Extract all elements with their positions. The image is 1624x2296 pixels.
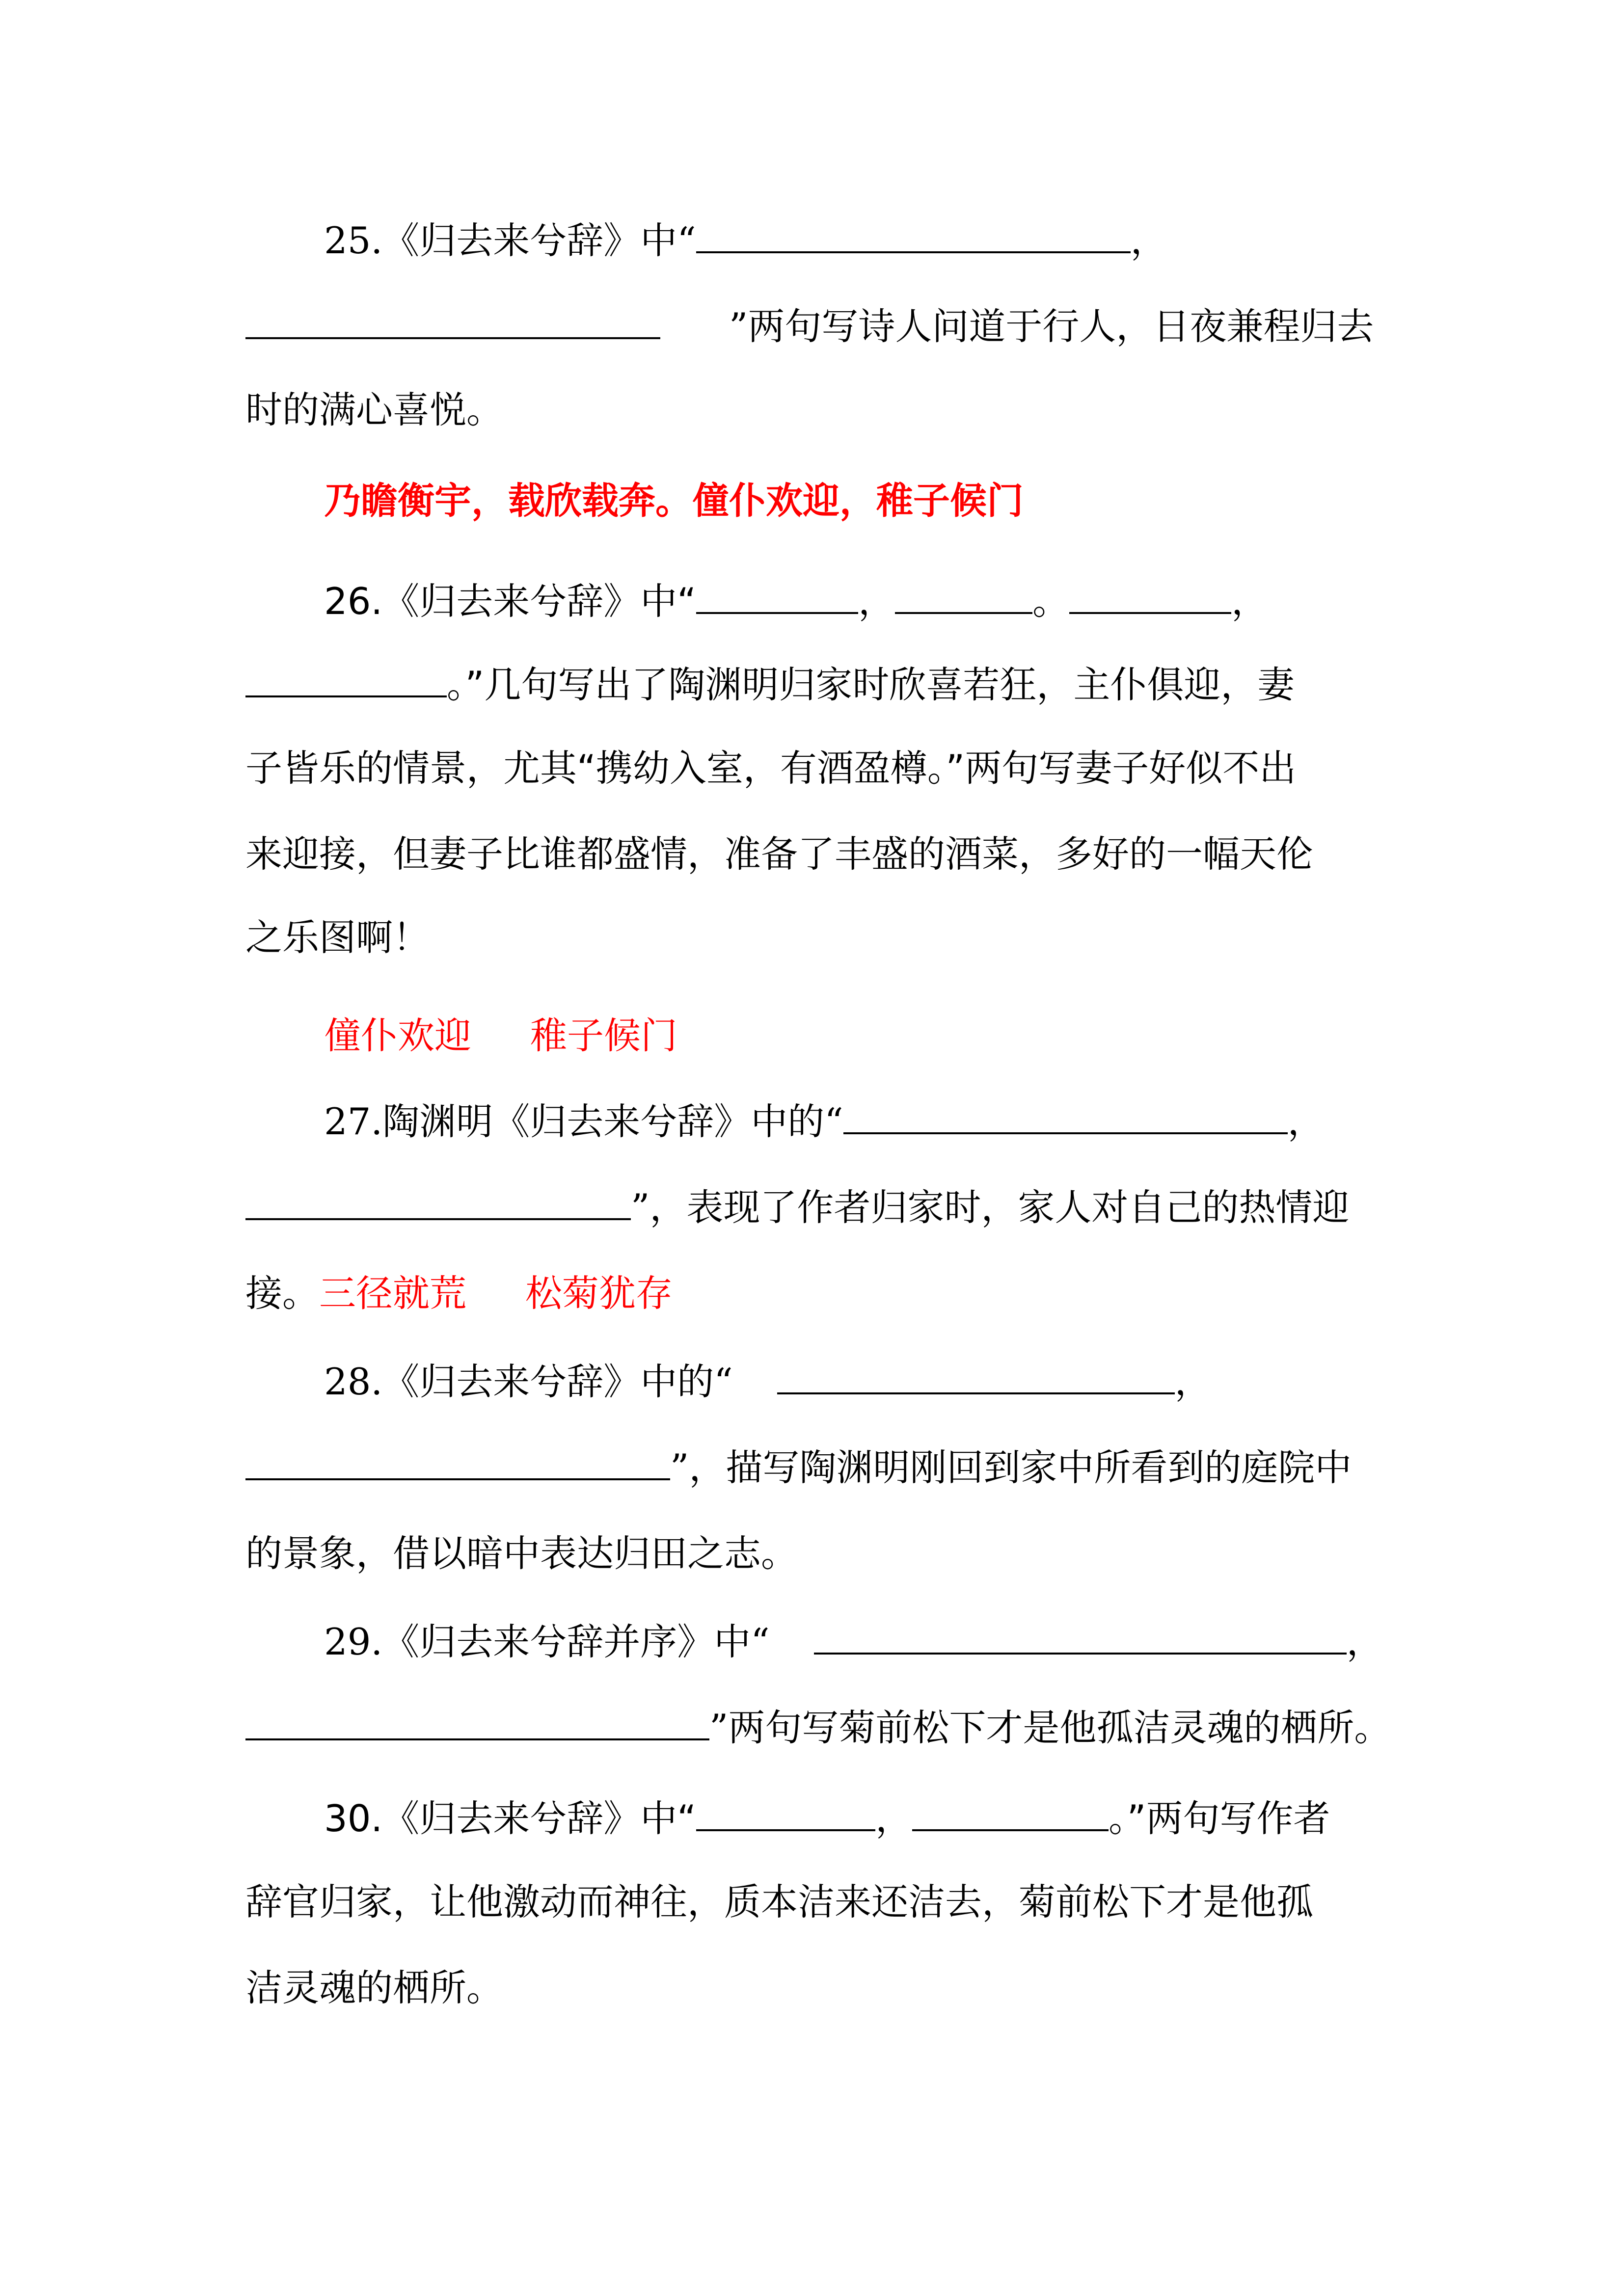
q25-text-3: 时的满心喜悦。 — [245, 388, 504, 431]
q27-text-2: ”，表现了作者归家时，家人对自己的热情迎 — [631, 1186, 1350, 1229]
q27-text-1: 陶渊明《归去来兮辞》中的“ — [382, 1100, 843, 1143]
q30-blank-2[interactable] — [912, 1795, 1109, 1831]
q26-stop-1: 。 — [1032, 580, 1070, 623]
q26-answer — [324, 1011, 677, 1060]
q30-comma: ， — [875, 1797, 913, 1840]
q29-line-1 — [324, 1617, 1383, 1666]
q25-blank-2[interactable] — [245, 303, 660, 339]
q30-text-2: ”两句写作者 — [1127, 1797, 1330, 1840]
q28-number: 28. — [324, 1360, 383, 1403]
q25-comma: ， — [1130, 219, 1167, 262]
q30-number: 30. — [324, 1797, 383, 1840]
q27-text-3: 接。 — [245, 1272, 320, 1315]
q26-blank-3[interactable] — [1069, 578, 1231, 614]
q25-text-2: ”两句写诗人问道于行人，日夜兼程归去 — [729, 305, 1374, 348]
q25-line-1 — [324, 216, 1167, 265]
q26-text-1: 《归去来兮辞》中“ — [382, 580, 697, 623]
q25-line-3 — [245, 385, 503, 434]
q25-text-1: 《归去来兮辞》中“ — [382, 219, 696, 262]
q26-blank-1[interactable] — [696, 578, 858, 614]
q29-line-2 — [245, 1703, 1391, 1752]
q27-blank-2[interactable] — [245, 1184, 631, 1220]
q30-stop: 。 — [1109, 1797, 1127, 1840]
q28-text-1: 《归去来兮辞》中的“ — [382, 1360, 733, 1403]
q29-number: 29. — [324, 1620, 383, 1663]
q26-number: 26. — [324, 580, 383, 623]
q30-line-1 — [324, 1794, 1330, 1843]
q28-blank-1[interactable] — [777, 1358, 1175, 1394]
q30-line-3: 洁灵魂的栖所。 — [245, 1966, 504, 2009]
q27-line-2 — [245, 1183, 1349, 1232]
q26-line-5: 之乐图啊！ — [245, 916, 430, 959]
q29-text-1: 《归去来兮辞并序》中“ — [382, 1620, 770, 1663]
q29-text-2: ”两句写菊前松下才是他孤洁灵魂的栖所。 — [709, 1706, 1391, 1749]
q25-line-2 — [245, 302, 1374, 351]
q26-answer-2: 稚子候门 — [530, 1014, 678, 1057]
q26-comma-1: ， — [858, 580, 895, 623]
q25-answer: 乃瞻衡宇，载欣载奔。僮仆欢迎，稚子候门 — [324, 479, 1024, 522]
q26-line-3: 子皆乐的情景，尤其“携幼入室，有酒盈樽。”两句写妻子好似不出 — [245, 747, 1297, 790]
q30-blank-1[interactable] — [696, 1795, 875, 1831]
q27-line-3 — [245, 1269, 673, 1318]
q27-comma: ， — [1287, 1100, 1325, 1143]
q26-answer-1: 僮仆欢迎 — [324, 1014, 472, 1057]
q28-line-1 — [324, 1357, 1212, 1406]
q30-text-1: 《归去来兮辞》中“ — [382, 1797, 697, 1840]
q28-line-2 — [245, 1443, 1352, 1492]
q26-text-2: ”几句写出了陶渊明归家时欣喜若狂，主仆俱迎，妻 — [465, 663, 1295, 706]
q26-line-4: 来迎接，但妻子比谁都盛情，准备了丰盛的酒菜，多好的一幅天伦 — [245, 832, 1314, 876]
q27-number: 27. — [324, 1100, 383, 1143]
q26-blank-4[interactable] — [245, 661, 447, 697]
q28-line-3: 的景象，借以暗中表达归田之志。 — [245, 1532, 798, 1575]
q26-line-2 — [245, 660, 1294, 709]
q28-blank-2[interactable] — [245, 1444, 670, 1480]
q30-line-2: 辞官归家，让他激动而神往，质本洁来还洁去，菊前松下才是他孤 — [245, 1880, 1314, 1923]
q29-blank-1[interactable] — [814, 1618, 1347, 1655]
q29-comma: ， — [1346, 1620, 1383, 1663]
q25-number: 25. — [324, 219, 383, 262]
q26-blank-2[interactable] — [895, 578, 1032, 614]
q26-comma-2: ， — [1231, 580, 1269, 623]
q27-answer-2: 松菊犹存 — [525, 1272, 673, 1315]
q26-stop-2: 。 — [447, 663, 465, 706]
q27-line-1 — [324, 1097, 1325, 1146]
q26-line-1 — [324, 577, 1268, 626]
q25-blank-1[interactable] — [696, 217, 1131, 253]
q27-blank-1[interactable] — [843, 1098, 1288, 1134]
q29-blank-2[interactable] — [245, 1704, 709, 1740]
q28-text-2: ”，描写陶渊明刚回到家中所看到的庭院中 — [670, 1446, 1352, 1489]
q28-comma: ， — [1174, 1360, 1212, 1403]
q27-answer-1: 三径就荒 — [319, 1272, 467, 1315]
